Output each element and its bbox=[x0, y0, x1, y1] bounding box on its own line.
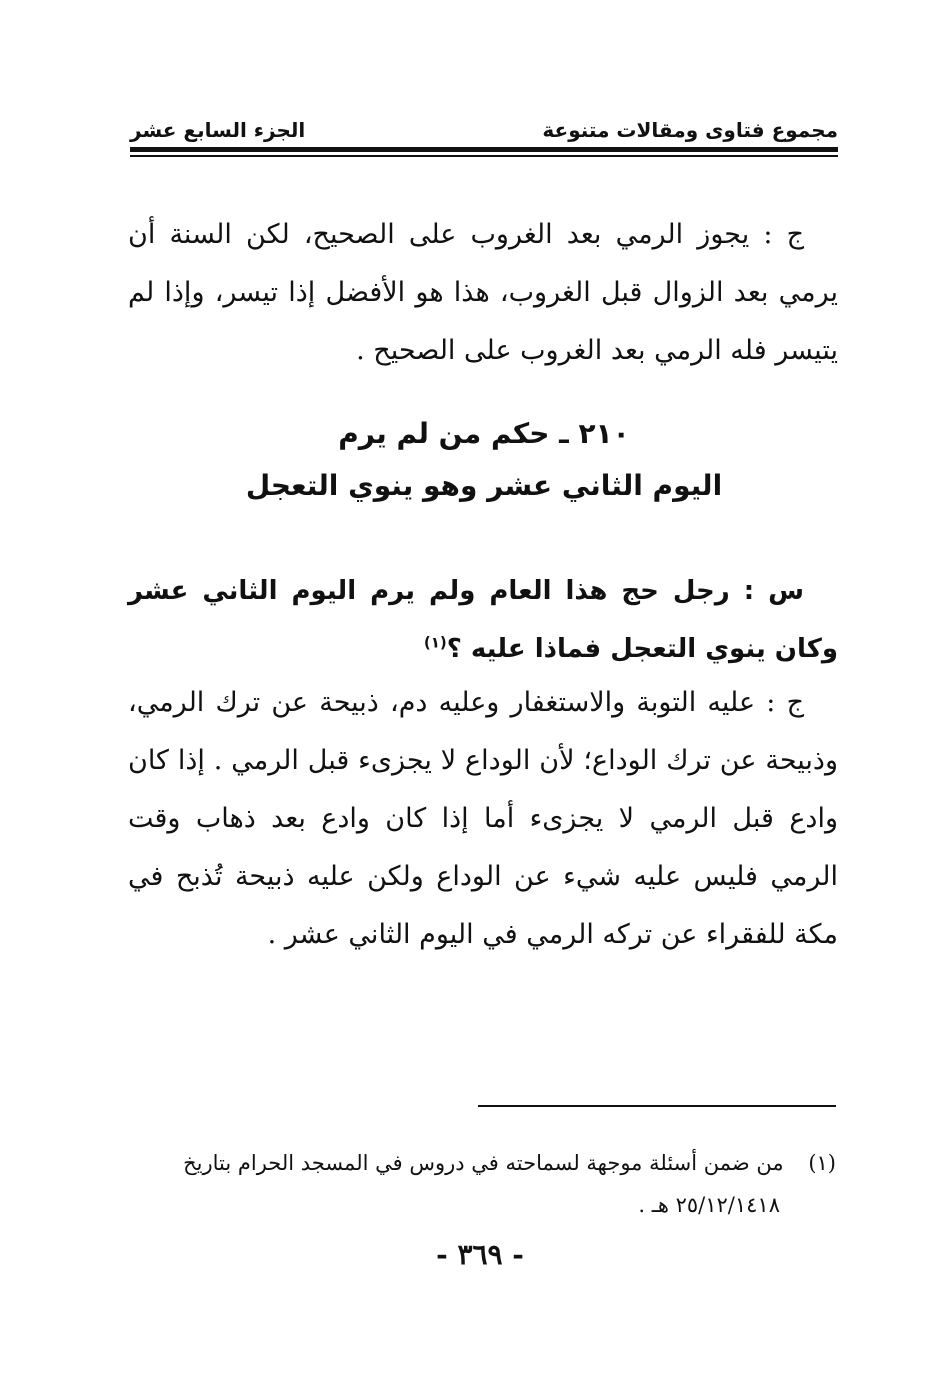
section-title-line-1: ٢١٠ ـ حكم من لم يرم bbox=[338, 417, 630, 450]
answer-text: يجوز الرمي بعد الغروب على الصحيح، لكن السنة أن يرمي بعد الزوال قبل الغروب، هذا هو الأفضل إذا تيسر، وإذا لم يتيسر فله الرمي بعد الغروب على الصحيح . bbox=[128, 219, 838, 366]
footnote-line-2: ٢٥/١٢/١٤١٨ هـ . bbox=[638, 1193, 780, 1217]
answer-text: عليه التوبة والاستغفار وعليه دم، ذبيحة عن ترك الرمي، وذبيحة عن ترك الوداع؛ لأن الوداع لا يجزىء قبل الرمي . إذا كان وادع قبل الرمي لا يجزىء أما إذا كان وادع بعد ذهاب وقت الرمي فليس عليه شيء عن الوداع ولكن عليه ذبيحة تُذبح في مكة للفقراء عن تركه الرمي في اليوم الثاني عشر . bbox=[128, 687, 838, 950]
running-header bbox=[130, 112, 838, 142]
book-title: مجموع فتاوى ومقالات متنوعة bbox=[542, 118, 838, 142]
section-title-line-2: اليوم الثاني عشر وهو ينوي التعجل bbox=[245, 469, 723, 502]
footnote-number: (١) bbox=[808, 1151, 836, 1175]
header-rule-thick bbox=[130, 147, 838, 152]
header-rule-thin bbox=[130, 155, 838, 157]
answer-label: ج : bbox=[766, 687, 804, 718]
footnote-separator bbox=[478, 1105, 836, 1107]
footnote-reference: (١) bbox=[423, 633, 447, 652]
section-heading bbox=[130, 408, 838, 512]
volume-title: الجزء السابع عشر bbox=[130, 118, 306, 142]
footnote bbox=[128, 1142, 836, 1226]
answer-label: ج : bbox=[763, 219, 804, 250]
answer-paragraph-2 bbox=[128, 674, 838, 964]
answer-paragraph-1 bbox=[128, 206, 838, 380]
question-label: س : bbox=[743, 576, 804, 606]
question-text: رجل حج هذا العام ولم يرم اليوم الثاني عشر وكان ينوي التعجل فماذا عليه ؟ bbox=[128, 576, 838, 664]
page-number: - ٣٦٩ - bbox=[436, 1238, 524, 1271]
question-paragraph bbox=[128, 562, 838, 678]
footnote-line-1: من ضمن أسئلة موجهة لسماحته في دروس في المسجد الحرام بتاريخ bbox=[183, 1151, 784, 1175]
